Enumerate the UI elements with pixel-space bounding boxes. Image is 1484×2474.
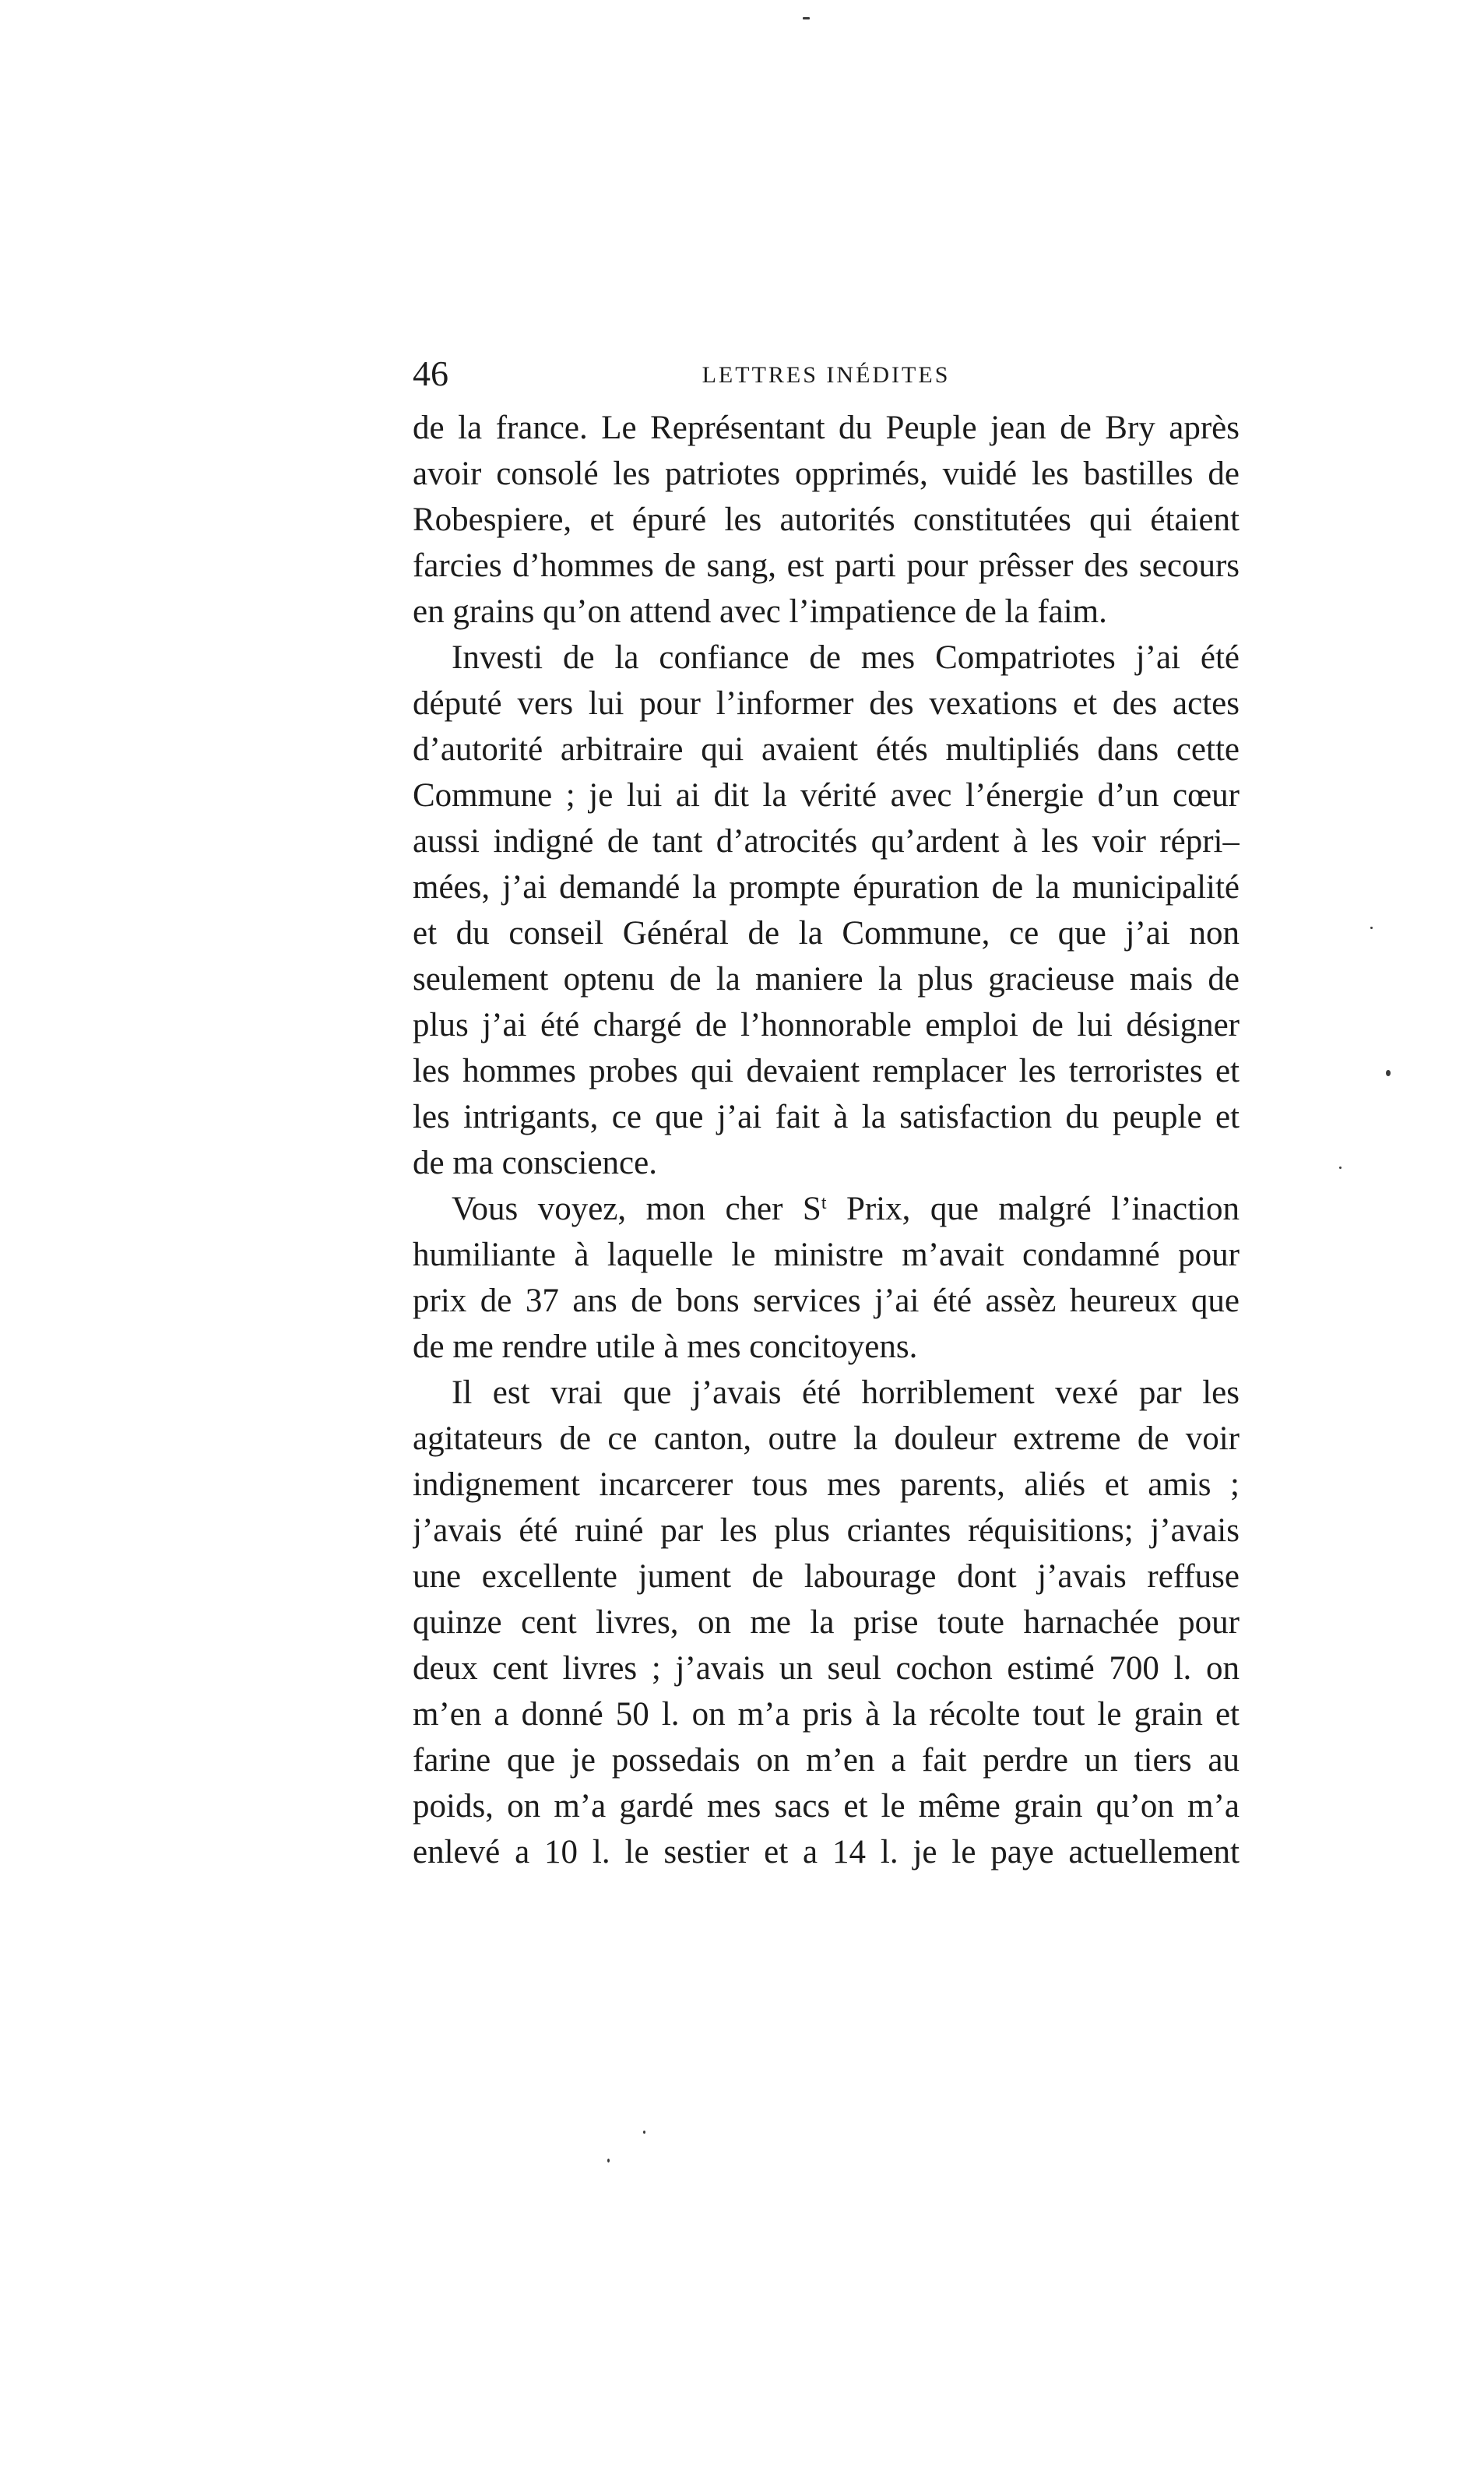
text-line: et du conseil Général de la Commune, ce que j’ai non (413, 915, 1240, 952)
text-line: prix de 37 ans de bons services j’ai été assèz heureux que (413, 1283, 1240, 1319)
text-line: de me rendre utile à mes concitoyens. (413, 1328, 918, 1365)
text-line: de la france. Le Représentant du Peuple jean de Bry après (413, 410, 1240, 446)
paper-speck (607, 2159, 610, 2163)
text-line: m’en a donné 50 l. on m’a pris à la récolte tout le grain et (413, 1696, 1240, 1733)
text-segment: Prix, que malgré l’inaction (826, 1191, 1240, 1227)
paper-speck (643, 2131, 645, 2134)
paragraph-first-line: Il est vrai que j’avais été horriblement vexé par les (452, 1374, 1240, 1411)
text-line: enlevé a 10 l. le sestier et a 14 l. je le paye actuellement (413, 1834, 1240, 1870)
text-line: les intrigants, ce que j’ai fait à la satisfaction du peuple et (413, 1099, 1240, 1135)
text-line: mées, j’ai demandé la prompte épuration de la municipalité (413, 869, 1240, 906)
text-line: j’avais été ruiné par les plus criantes réquisitions; j’avais (413, 1512, 1240, 1549)
text-line: indignement incarcerer tous mes parents, aliés et amis ; (413, 1466, 1240, 1503)
text-line: farine que je possedais on m’en a fait perdre un tiers au (413, 1742, 1240, 1779)
text-line: agitateurs de ce canton, outre la douleur extreme de voir (413, 1420, 1240, 1457)
text-line: plus j’ai été chargé de l’honnorable emploi de lui désigner (413, 1007, 1240, 1043)
text-line: poids, on m’a gardé mes sacs et le même grain qu’on m’a (413, 1788, 1240, 1825)
text-line: aussi indigné de tant d’atrocités qu’ardent à les voir répri– (413, 823, 1240, 860)
text-line: de ma conscience. (413, 1145, 657, 1181)
text-line: Robespiere, et épuré les autorités constitutées qui étaient (413, 501, 1240, 538)
page-number: 46 (413, 354, 448, 393)
text-line: deux cent livres ; j’avais un seul cochon estimé 700 l. on (413, 1650, 1240, 1687)
page-header (413, 350, 1240, 397)
paper-speck (1386, 1070, 1391, 1076)
paper-speck (1370, 927, 1373, 929)
paper-speck (803, 17, 810, 19)
running-title: LETTRES INÉDITES (702, 362, 951, 388)
text-line: en grains qu’on attend avec l’impatience de la faim. (413, 593, 1107, 630)
paper-speck (1339, 1167, 1342, 1169)
text-line: une excellente jument de labourage dont j’avais reffuse (413, 1558, 1240, 1595)
body-text (413, 405, 1240, 1875)
text-line: quinze cent livres, on me la prise toute harnachée pour (413, 1604, 1240, 1641)
text-line: farcies d’hommes de sang, est parti pour prêsser des secours (413, 547, 1240, 584)
text-line: humiliante à laquelle le ministre m’avait condamné pour (413, 1237, 1240, 1273)
paragraph-first-line: Investi de la confiance de mes Compatriotes j’ai été (452, 639, 1240, 676)
text-line: avoir consolé les patriotes opprimés, vuidé les bastilles de (413, 456, 1240, 492)
paragraph-first-line (413, 1186, 1240, 1232)
superscript: t (821, 1193, 827, 1213)
text-line: seulement optenu de la maniere la plus gracieuse mais de (413, 961, 1240, 998)
text-line: d’autorité arbitraire qui avaient étés multipliés dans cette (413, 731, 1240, 768)
text-line: député vers lui pour l’informer des vexations et des actes (413, 685, 1240, 722)
text-line: les hommes probes qui devaient remplacer les terroristes et (413, 1053, 1240, 1089)
text-line: Commune ; je lui ai dit la vérité avec l’énergie d’un cœur (413, 777, 1240, 814)
text-segment: Vous voyez, mon cher S (452, 1191, 821, 1227)
